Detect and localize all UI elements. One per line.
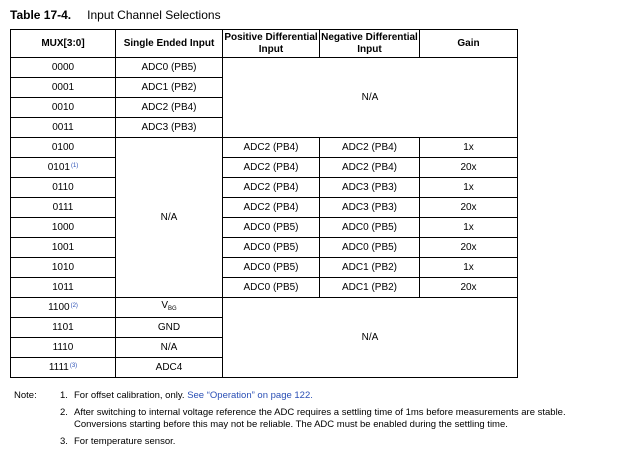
mux-value: 1100 — [48, 301, 70, 313]
table-caption — [10, 8, 221, 22]
footnote-ref: (3) — [69, 362, 78, 369]
table-row — [11, 198, 518, 218]
single-ended-cell: ADC3 (PB3) — [116, 118, 223, 138]
note-item: 1. For offset calibration, only. See “Operation” on page 122. — [60, 390, 313, 401]
table-row — [11, 258, 518, 278]
gain-cell: 1x — [420, 138, 518, 158]
table-number: Table 17-4. — [10, 8, 72, 22]
gain-cell: 20x — [420, 158, 518, 178]
positive-input-cell: ADC2 (PB4) — [223, 178, 320, 198]
mux-value: 0010 — [51, 101, 75, 113]
gain-cell: 1x — [420, 178, 518, 198]
mux-cell — [11, 178, 116, 198]
mux-value: 1111 — [48, 361, 69, 373]
input-channel-table — [10, 29, 518, 378]
mux-value: 1110 — [52, 341, 74, 353]
single-ended-cell: ADC2 (PB4) — [116, 98, 223, 118]
mux-cell — [11, 298, 116, 318]
single-ended-na: N/A — [116, 138, 223, 298]
positive-input-cell: ADC2 (PB4) — [223, 198, 320, 218]
header-row — [11, 30, 518, 58]
negative-input-cell: ADC0 (PB5) — [320, 238, 420, 258]
mux-cell — [11, 158, 116, 178]
header-mux: MUX[3:0] — [11, 30, 116, 58]
negative-input-cell: ADC2 (PB4) — [320, 158, 420, 178]
header-single-ended: Single Ended Input — [116, 30, 223, 58]
positive-input-cell: ADC2 (PB4) — [223, 138, 320, 158]
table-row — [11, 158, 518, 178]
mux-value: 0111 — [52, 201, 74, 213]
positive-input-cell: ADC0 (PB5) — [223, 258, 320, 278]
mux-value: 0101 — [47, 161, 70, 173]
table-row — [11, 278, 518, 298]
gain-cell: 20x — [420, 198, 518, 218]
single-ended-cell: ADC4 — [116, 358, 223, 378]
footnote-ref: (2) — [70, 302, 78, 309]
single-ended-cell: N/A — [116, 338, 223, 358]
note-item: 2. After switching to internal voltage reference the ADC requires a settling time of 1ms before measurements are stable. Conversions starting before this may not be reliable. The ADC must be enabled during the settling time. — [60, 407, 566, 430]
negative-input-cell: ADC1 (PB2) — [320, 258, 420, 278]
vbg-sub: BG — [168, 306, 177, 312]
notes-label: Note: — [14, 390, 37, 401]
single-ended-cell — [116, 298, 223, 318]
positive-input-cell: ADC0 (PB5) — [223, 238, 320, 258]
gain-cell: 1x — [420, 218, 518, 238]
mux-value: 1001 — [51, 241, 75, 253]
header-negative: Negative Differential Input — [320, 30, 420, 58]
single-ended-cell: ADC0 (PB5) — [116, 58, 223, 78]
mux-cell — [11, 218, 116, 238]
header-gain: Gain — [420, 30, 518, 58]
positive-input-cell: ADC0 (PB5) — [223, 218, 320, 238]
gain-cell: 20x — [420, 238, 518, 258]
vbg-main: V — [161, 300, 168, 311]
mux-value: 0011 — [52, 121, 74, 133]
mux-value: 1011 — [52, 281, 74, 293]
negative-input-cell: ADC1 (PB2) — [320, 278, 420, 298]
table-row — [11, 238, 518, 258]
note-item: 3. For temperature sensor. — [60, 436, 176, 447]
mux-cell — [11, 318, 116, 338]
table-title: Input Channel Selections — [87, 8, 221, 22]
gain-cell: 1x — [420, 258, 518, 278]
mux-cell — [11, 78, 116, 98]
mux-value: 0000 — [51, 61, 75, 73]
differential-na-top: N/A — [223, 58, 518, 138]
mux-cell — [11, 98, 116, 118]
gain-cell: 20x — [420, 278, 518, 298]
mux-cell — [11, 138, 116, 158]
table-row — [11, 218, 518, 238]
mux-cell — [11, 238, 116, 258]
differential-na-bottom: N/A — [223, 298, 518, 378]
operation-link[interactable]: See “Operation” on page 122. — [187, 390, 313, 401]
negative-input-cell: ADC2 (PB4) — [320, 138, 420, 158]
mux-value: 0110 — [52, 181, 74, 193]
negative-input-cell: ADC3 (PB3) — [320, 198, 420, 218]
mux-cell — [11, 198, 116, 218]
mux-cell — [11, 338, 116, 358]
table-row — [11, 178, 518, 198]
footnote-ref: (1) — [70, 162, 79, 169]
mux-value: 1010 — [51, 261, 75, 273]
table-row — [11, 58, 518, 78]
mux-cell — [11, 58, 116, 78]
positive-input-cell: ADC2 (PB4) — [223, 158, 320, 178]
negative-input-cell: ADC3 (PB3) — [320, 178, 420, 198]
single-ended-cell: GND — [116, 318, 223, 338]
table-row — [11, 138, 518, 158]
mux-value: 0100 — [51, 141, 75, 153]
negative-input-cell: ADC0 (PB5) — [320, 218, 420, 238]
mux-value: 1000 — [51, 221, 75, 233]
single-ended-cell: ADC1 (PB2) — [116, 78, 223, 98]
mux-cell — [11, 278, 116, 298]
mux-cell — [11, 258, 116, 278]
mux-cell — [11, 118, 116, 138]
positive-input-cell: ADC0 (PB5) — [223, 278, 320, 298]
table-row — [11, 298, 518, 318]
mux-value: 0001 — [51, 81, 75, 93]
header-positive: Positive Differential Input — [223, 30, 320, 58]
mux-value: 1101 — [52, 321, 74, 333]
mux-cell — [11, 358, 116, 378]
